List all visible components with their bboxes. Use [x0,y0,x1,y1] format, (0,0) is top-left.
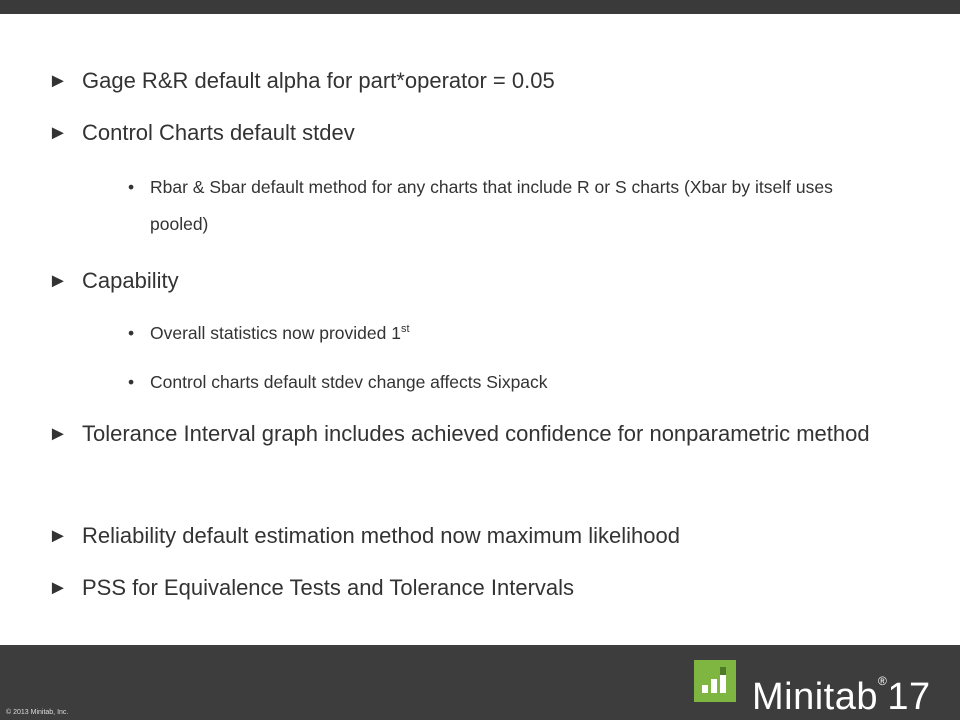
footer-bar [0,645,960,720]
sub-bullet-rbar-sbar [128,169,888,243]
minitab-logo-text: Minitab®17 [752,674,931,718]
arrow-bullet-icon: ► [48,577,68,599]
copyright-text: © 2013 Minitab, Inc. [6,709,69,716]
bullet-reliability [48,514,908,558]
sub-bullet-text: Overall statistics now provided 1st [150,323,410,343]
arrow-bullet-icon: ► [48,525,68,547]
bullet-control-charts [48,111,908,155]
bullet-text: PSS for Equivalence Tests and Tolerance Intervals [82,575,575,600]
dot-bullet-icon: • [128,323,135,343]
bullet-gage-rr [48,59,908,103]
sub-bullet-text: Control charts default stdev change affects Sixpack [150,372,548,392]
sub-bullet-overall-statistics [128,315,888,352]
bullet-text: Reliability default estimation method now maximum likelihood [82,523,680,548]
logo-version: 17 [887,676,931,718]
bullet-pss [48,566,908,610]
bullet-text: Control Charts default stdev [82,120,355,145]
dot-bullet-icon: • [128,372,135,392]
sub-bullet-text: Rbar & Sbar default method for any charts that include R or S charts (Xbar by itself uses pooled) [150,177,833,234]
arrow-bullet-icon: ► [48,423,68,445]
dot-bullet-icon: • [128,177,135,197]
bullet-text: Gage R&R default alpha for part*operator = 0.05 [82,68,555,93]
arrow-bullet-icon: ► [48,270,68,292]
minitab-logo-icon [694,660,736,702]
arrow-bullet-icon: ► [48,122,68,144]
bullet-tolerance-interval [48,412,908,456]
bullet-text: Tolerance Interval graph includes achieved confidence for nonparametric method [82,421,870,446]
bullet-capability [48,259,908,303]
sub-bullet-sixpack [128,364,888,401]
bullet-text: Capability [82,268,179,293]
arrow-bullet-icon: ► [48,70,68,92]
registered-mark: ® [878,674,888,688]
ordinal-superscript: st [400,323,410,335]
